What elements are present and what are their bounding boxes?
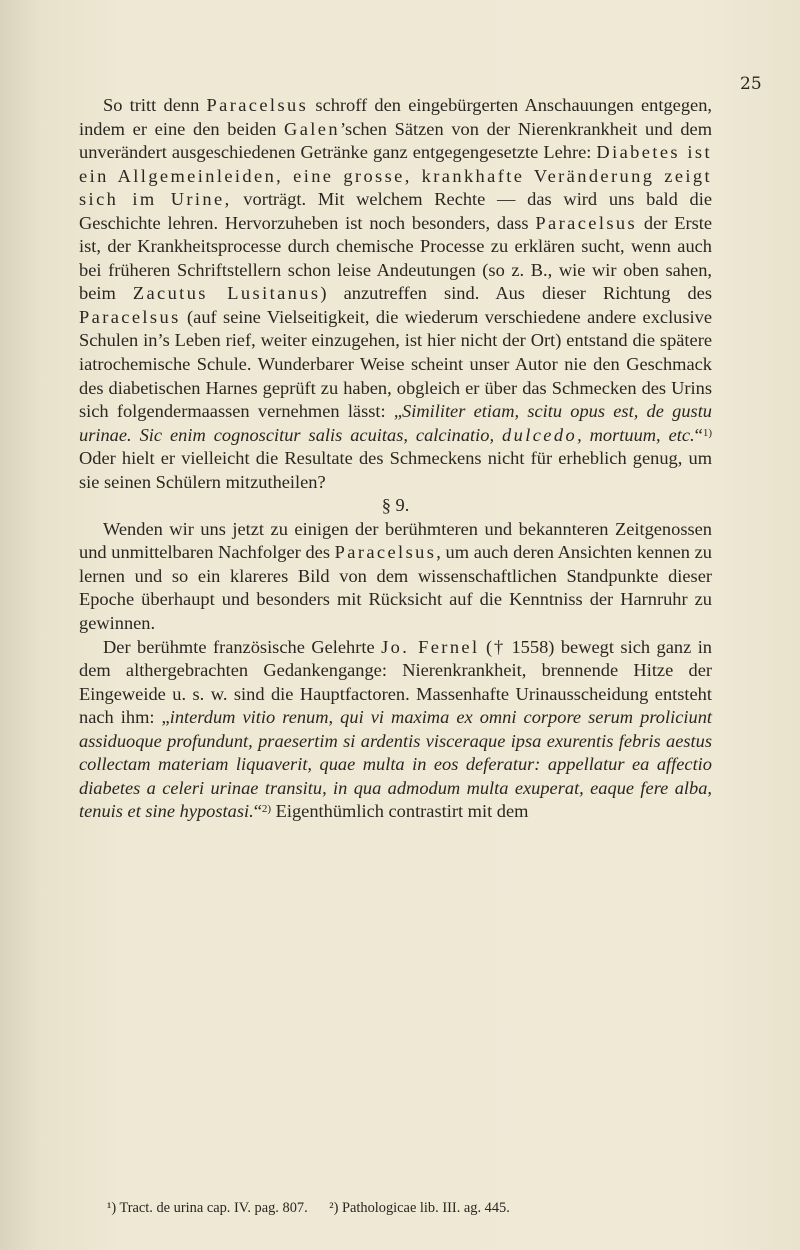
text-run: Eigenthümlich contrastirt mit dem — [271, 801, 529, 822]
latin-quote: Similiter etiam, scitu opus est, de gustu urinae. Sic enim cognoscitur salis acuitas, calcinatio, — [79, 401, 712, 445]
latin-quote: , mortuum, etc. — [577, 424, 695, 445]
latin-quote: interdum vitio renum, qui vi maxima ex omni corpore serum proliciunt assiduoque profundunt, praesertim si ardentis visceraque ipsa exurentis febris aestus collectam materiam liquaverit, quae multa in eos deferatur: appellatur ea affectio diabetes a celeri urinae transitu, in qua admodum multa exuperat, eaque fere alba, tenuis et sine hypostasi. — [79, 707, 712, 822]
text-run: (auf seine Vielseitigkeit, die wiederum verschiedene andere exclusive Schulen in’s Leben rief, weiter einzugehen, ist hier nicht der Ort) entstand die spätere iatrochemische Schule. Wunderbarer Weise scheint unser Autor nie den Geschmack des diabetischen Harnes geprüft zu haben, obgleich er über das Schmecken des Urins sich folgendermaassen vernehmen lässt: „ — [79, 306, 712, 422]
text-run: So tritt denn — [103, 95, 207, 115]
text-run: Der berühmte französische Gelehrte — [103, 636, 382, 657]
paragraph-fernel — [79, 636, 712, 824]
name-fernel: Jo. Fernel — [381, 636, 480, 657]
text-run: “ — [694, 424, 703, 445]
name-paracelsus: Paracelsus — [334, 542, 437, 563]
text-run: vorträgt. Mit welchem Rechte — das wird uns bald die Geschichte lehren. Hervorzuheben ist noch besonders, dass — [79, 189, 712, 233]
text-run: der Erste ist, der Krankheitsprocesse durch chemische Processe zu erklären sucht, wenn auch bei früheren Schriftstellern schon leise Andeutungen (so z. B., wie wir oben sahen, beim — [79, 212, 712, 304]
text-run: , um auch deren Ansichten kennen zu lernen und so ein klareres Bild von dem wissenschaftlichen Standpunkte dieser Epoche überhaupt und besonders mit Rücksicht auf die Kenntniss der Harnruhr zu gewinnen. — [79, 542, 712, 634]
text-run: ) anzutreffen sind. Aus dieser Richtung des — [320, 283, 712, 304]
name-zacutus-lusitanus: Zacutus Lusitanus — [132, 283, 321, 304]
page-number: 25 — [740, 74, 762, 94]
body-text — [79, 94, 712, 824]
paragraph-contemporaries — [79, 518, 712, 636]
emphasis-doctrine: Diabetes ist ein Allgemeinleiden, eine grosse, krankhafte Veränderung zeigt sich im Urine, — [79, 142, 712, 210]
name-paracelsus: Paracelsus — [206, 95, 309, 115]
footnote-ref-1[interactable]: 1) — [702, 426, 712, 439]
name-paracelsus: Paracelsus — [535, 212, 638, 233]
footnote-1: ¹) Tract. de urina cap. IV. pag. 807. — [107, 1200, 308, 1216]
text-run: ’schen Sätzen von der Nierenkrankheit und dem unverändert ausgeschiedenen Getränke ganz entgegengesetzte Lehre: — [79, 118, 713, 163]
footnotes — [79, 1200, 740, 1217]
footnote-2: ²) Pathologicae lib. III. ag. 445. — [329, 1200, 510, 1216]
text-run: “ — [253, 801, 262, 822]
paragraph-paracelsus — [79, 94, 712, 494]
footnote-ref-2[interactable]: 2) — [261, 803, 272, 816]
name-paracelsus: Paracelsus — [79, 306, 181, 327]
text-run: Wenden wir uns jetzt zu einigen der berühmteren und bekannteren Zeitgenossen und unmittelbaren Nachfolger des — [79, 518, 712, 563]
latin-quote-emphasis: dulcedo — [502, 424, 578, 445]
text-run: († 1558) bewegt sich ganz in dem althergebrachten Gedankengange: Nierenkrankheit, brennende Hitze der Eingeweide u. s. w. sind die Hauptfactoren. Massenhafte Urinausscheidung entsteht nach ihm: „ — [79, 636, 712, 728]
section-heading: § 9. — [381, 495, 410, 516]
name-galen: Galen — [284, 118, 340, 139]
text-run: Oder hielt er vielleicht die Resultate des Schmeckens nicht für erheblich genug, um sie seinen Schülern mitzutheilen? — [79, 448, 712, 492]
text-run: schroff den eingebürgerten Anschauungen entgegen, indem er eine den beiden — [79, 95, 712, 139]
